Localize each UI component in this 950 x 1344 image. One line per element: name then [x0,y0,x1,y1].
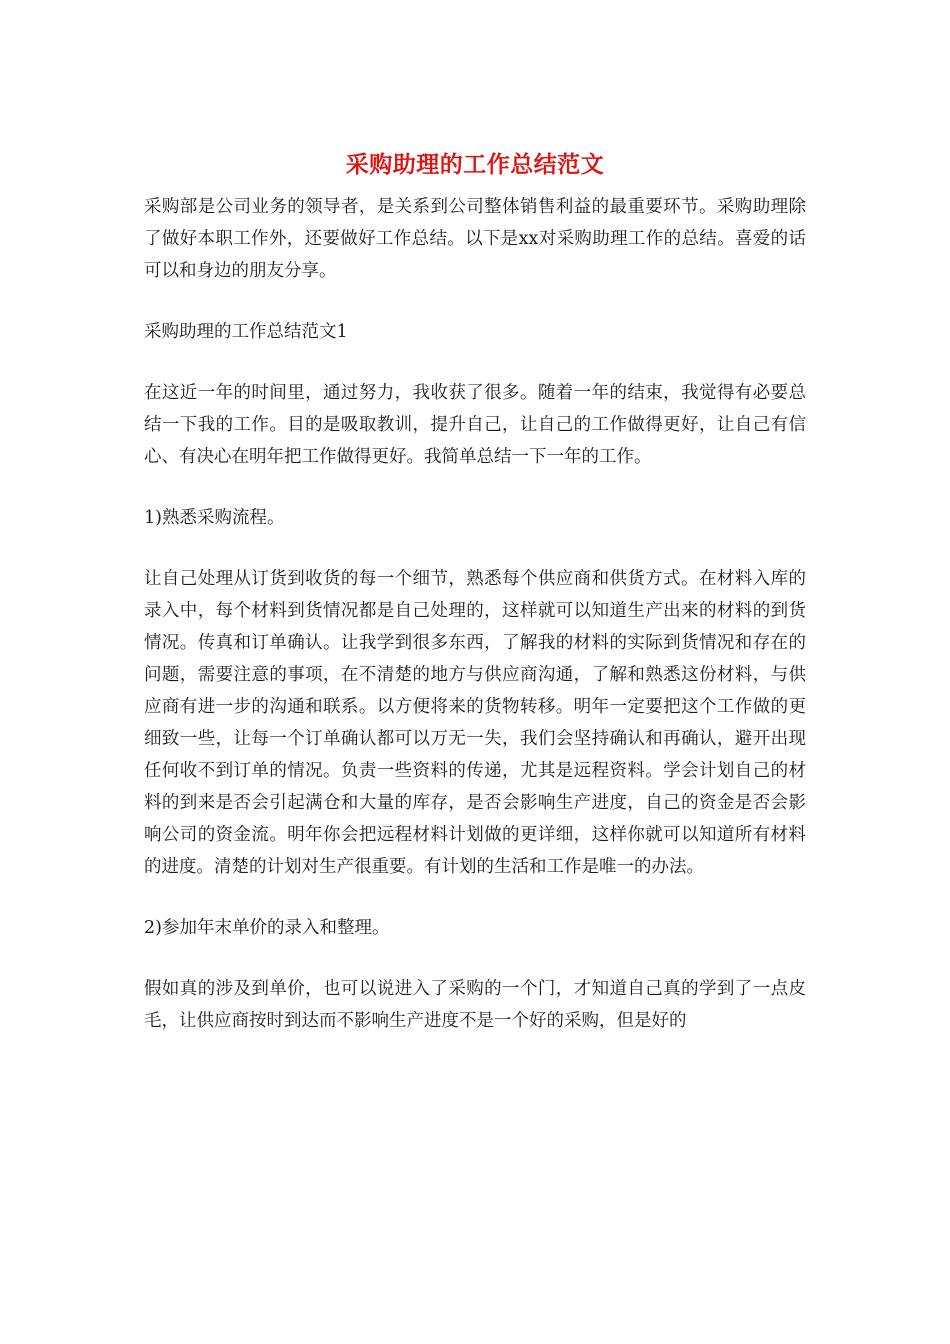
paragraph-procurement-process: 让自己处理从订货到收货的每一个细节，熟悉每个供应商和供货方式。在材料入库的录入中，每个材料到货情况都是自己处理的，这样就可以知道生产出来的材料的到货情况。传真和订单确认。让我学到很多东西，了解我的材料的实际到货情况和存在的问题，需要注意的事项，在不清楚的地方与供应商沟通，了解和熟悉这份材料，与供应商有进一步的沟通和联系。以方便将来的货物转移。明年一定要把这个工作做的更细致一些，让每一个订单确认都可以万无一失，我们会坚持确认和再确认，避开出现任何收不到订单的情况。负责一些资料的传递，尤其是远程资料。学会计划自己的材料的到来是否会引起满仓和大量的库存，是否会影响生产进度，自己的资金是否会影响公司的资金流。明年你会把远程材料计划做的更详细，这样你就可以知道所有材料的进度。清楚的计划对生产很重要。有计划的生活和工作是唯一的办法。 [144,569,806,877]
document-title: 采购助理的工作总结范文 [345,151,605,178]
list-heading-1: 1)熟悉采购流程。 [144,508,285,528]
section-heading-sample-1: 采购助理的工作总结范文1 [144,322,348,342]
list-heading-2: 2)参加年末单价的录入和整理。 [144,918,390,938]
paragraph-year-review: 在这近一年的时间里，通过努力，我收获了很多。随着一年的结束，我觉得有必要总结一下我的工作。目的是吸取教训，提升自己，让自己的工作做得更好，让自己有信心、有决心在明年把工作做得更好。我简单总结一下一年的工作。 [144,383,806,467]
document-body [144,145,806,1066]
paragraph-intro: 采购部是公司业务的领导者，是关系到公司整体销售利益的最重要环节。采购助理除了做好本职工作外，还要做好工作总结。以下是xx对采购助理工作的总结。喜爱的话可以和身边的朋友分享。 [144,197,806,281]
paragraph-unit-price: 假如真的涉及到单价，也可以说进入了采购的一个门，才知道自己真的学到了一点皮毛，让供应商按时到达而不影响生产进度不是一个好的采购，但是好的 [144,979,806,1031]
